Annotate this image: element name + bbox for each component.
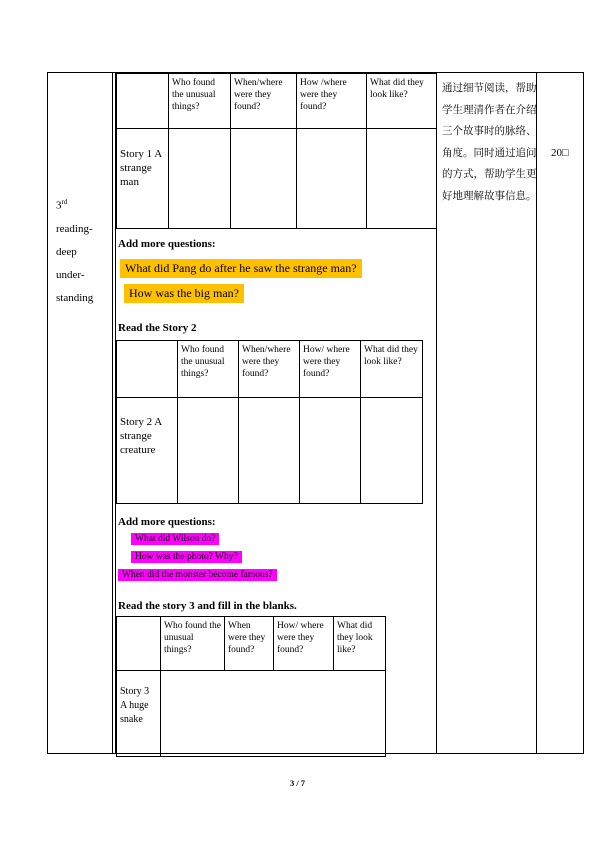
- header-look: What did they look like?: [361, 341, 423, 398]
- header-who: Who found the unusual things?: [178, 341, 239, 398]
- story2-label: Story 2 A strange creature: [117, 398, 178, 504]
- header-who: Who found the unusual things?: [161, 617, 225, 671]
- time-allocation: 20□: [551, 147, 569, 159]
- lesson-table-row: [47, 72, 584, 754]
- header-when: When/where were they found?: [231, 74, 297, 129]
- column-divider: [112, 73, 113, 753]
- header-how: How /where were they found?: [297, 74, 367, 129]
- question-highlight: What did Wilson do?: [131, 533, 219, 545]
- question-highlight: What did Pang do after he saw the strange man?: [120, 259, 362, 278]
- add-questions-heading-1: Add more questions:: [118, 238, 216, 250]
- header-how: How/ where were they found?: [300, 341, 361, 398]
- read-story3-heading: Read the story 3 and fill in the blanks.: [118, 600, 297, 612]
- story3-label: Story 3 A huge snake: [117, 671, 161, 757]
- header-how: How/ where were they found?: [274, 617, 334, 671]
- story1-table: [116, 73, 437, 229]
- read-story2-heading: Read the Story 2: [118, 322, 197, 334]
- header-who: Who found the unusual things?: [169, 74, 231, 129]
- teaching-purpose: 通过细节阅读，帮助学生理清作者在介绍三个故事时的脉络、角度。同时通过追问的方式，帮助学生更好地理解故事信息。: [442, 82, 537, 202]
- question-highlight: How was the big man?: [124, 284, 244, 303]
- question-highlight: How was the photo? Why?: [131, 551, 242, 563]
- question-highlight: When did the monster become famous?: [118, 569, 277, 581]
- header-look: What did they look like?: [367, 74, 437, 129]
- page-number: 3 / 7: [289, 778, 306, 788]
- story2-table: [116, 340, 423, 504]
- header-when: When were they found?: [225, 617, 274, 671]
- stage-label: 3rd reading- deep under- standing: [56, 198, 94, 304]
- add-questions-heading-2: Add more questions:: [118, 516, 216, 528]
- story3-table: [116, 616, 386, 757]
- story1-label: Story 1 A strange man: [117, 129, 169, 229]
- header-when: When/where were they found?: [239, 341, 300, 398]
- header-look: What did they look like?: [334, 617, 386, 671]
